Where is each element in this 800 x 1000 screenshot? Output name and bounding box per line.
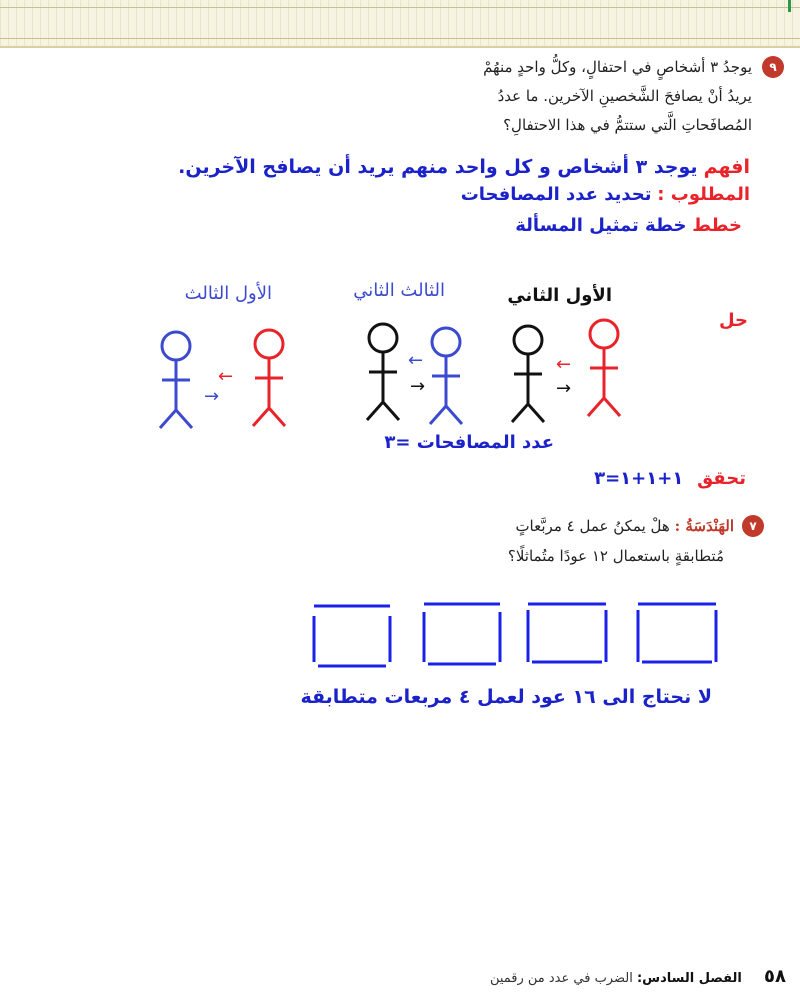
stick-figure-icon bbox=[588, 320, 620, 416]
svg-text:→: → bbox=[556, 378, 572, 399]
page-number: ٥٨ bbox=[764, 966, 786, 987]
square-shape bbox=[314, 606, 390, 666]
required-row bbox=[461, 184, 750, 205]
svg-text:←: ← bbox=[218, 366, 234, 387]
stick-figure-icon bbox=[512, 326, 544, 422]
arrow-left-icon bbox=[556, 354, 571, 375]
pair-label-first-third: الأول الثالث bbox=[184, 283, 272, 304]
handshake-diagram bbox=[0, 312, 800, 432]
plan-label: خطط bbox=[692, 215, 742, 236]
geometry-topic-label: الهَنْدَسَةُ : bbox=[674, 517, 734, 535]
question-line-1: يوجدُ ٣ أشخاصٍ في احتفالٍ، وكلُّ واحدٍ منهُمْ bbox=[483, 58, 752, 76]
arrow-right-icon bbox=[204, 386, 219, 407]
question-number-badge: ٩ bbox=[762, 56, 784, 78]
svg-text:→: → bbox=[204, 386, 220, 407]
understand-text: يوجد ٣ أشخاص و كل واحد منهم يريد أن يصافح الآخرين. bbox=[178, 156, 698, 178]
square-shape bbox=[638, 604, 716, 662]
stick-figure-icon bbox=[367, 324, 399, 420]
chapter-label: الفصل السادس: bbox=[636, 971, 742, 986]
understand-label: افهم bbox=[703, 156, 750, 178]
corner-marker bbox=[788, 0, 791, 12]
check-text: ١+١+١=٣ bbox=[594, 468, 684, 489]
svg-text:←: ← bbox=[556, 354, 572, 375]
check-label: تحقق bbox=[697, 468, 746, 489]
handshake-count: عدد المصافحات =٣ bbox=[384, 432, 554, 453]
arrow-right-icon bbox=[410, 376, 425, 397]
arrow-right-icon bbox=[556, 378, 571, 399]
squares-answer: لا نحتاج الى ١٦ عود لعمل ٤ مربعات متطابقة bbox=[300, 686, 712, 708]
svg-text:←: ← bbox=[408, 350, 424, 371]
square-shape bbox=[424, 604, 500, 664]
question-7-line-1 bbox=[515, 517, 734, 535]
understand-row bbox=[178, 156, 750, 178]
solve-label: حل bbox=[718, 310, 748, 331]
question-line-3: المُصافَحاتِ الَّتي ستتمُّ في هذا الاحتفالِ؟ bbox=[503, 116, 752, 134]
question-line-2: يريدُ أنْ يصافحَ الشَّخصينِ الآخرين. ما عددُ bbox=[497, 87, 752, 105]
plan-row bbox=[515, 215, 742, 236]
arrow-left-icon bbox=[218, 366, 233, 387]
check-row bbox=[594, 468, 746, 489]
question-7-text-1: هلْ يمكنُ عمل ٤ مربَّعاتٍ bbox=[515, 517, 670, 535]
stick-figure-icon bbox=[160, 332, 192, 428]
chapter-title: الضرب في عدد من رقمين bbox=[489, 971, 633, 986]
question-7-line-2: مُتطابقةٍ باستعمال ١٢ عودًا متُماثلًا؟ bbox=[507, 547, 724, 565]
top-banner bbox=[0, 0, 800, 48]
matchstick-squares bbox=[0, 596, 800, 676]
stick-figure-icon bbox=[253, 330, 285, 426]
stick-figure-icon bbox=[430, 328, 462, 424]
plan-text: خطة تمثيل المسألة bbox=[515, 215, 687, 236]
pair-label-first-second: الأول الثاني bbox=[507, 285, 612, 306]
arrow-left-icon bbox=[408, 350, 423, 371]
footer bbox=[490, 966, 786, 987]
required-label: المطلوب : bbox=[657, 184, 750, 205]
required-text: تحديد عدد المصافحات bbox=[460, 184, 652, 205]
svg-text:→: → bbox=[410, 376, 426, 397]
square-shape bbox=[528, 604, 606, 662]
pair-label-third-second: الثالث الثاني bbox=[353, 280, 445, 301]
question-number-badge: ٧ bbox=[742, 515, 764, 537]
